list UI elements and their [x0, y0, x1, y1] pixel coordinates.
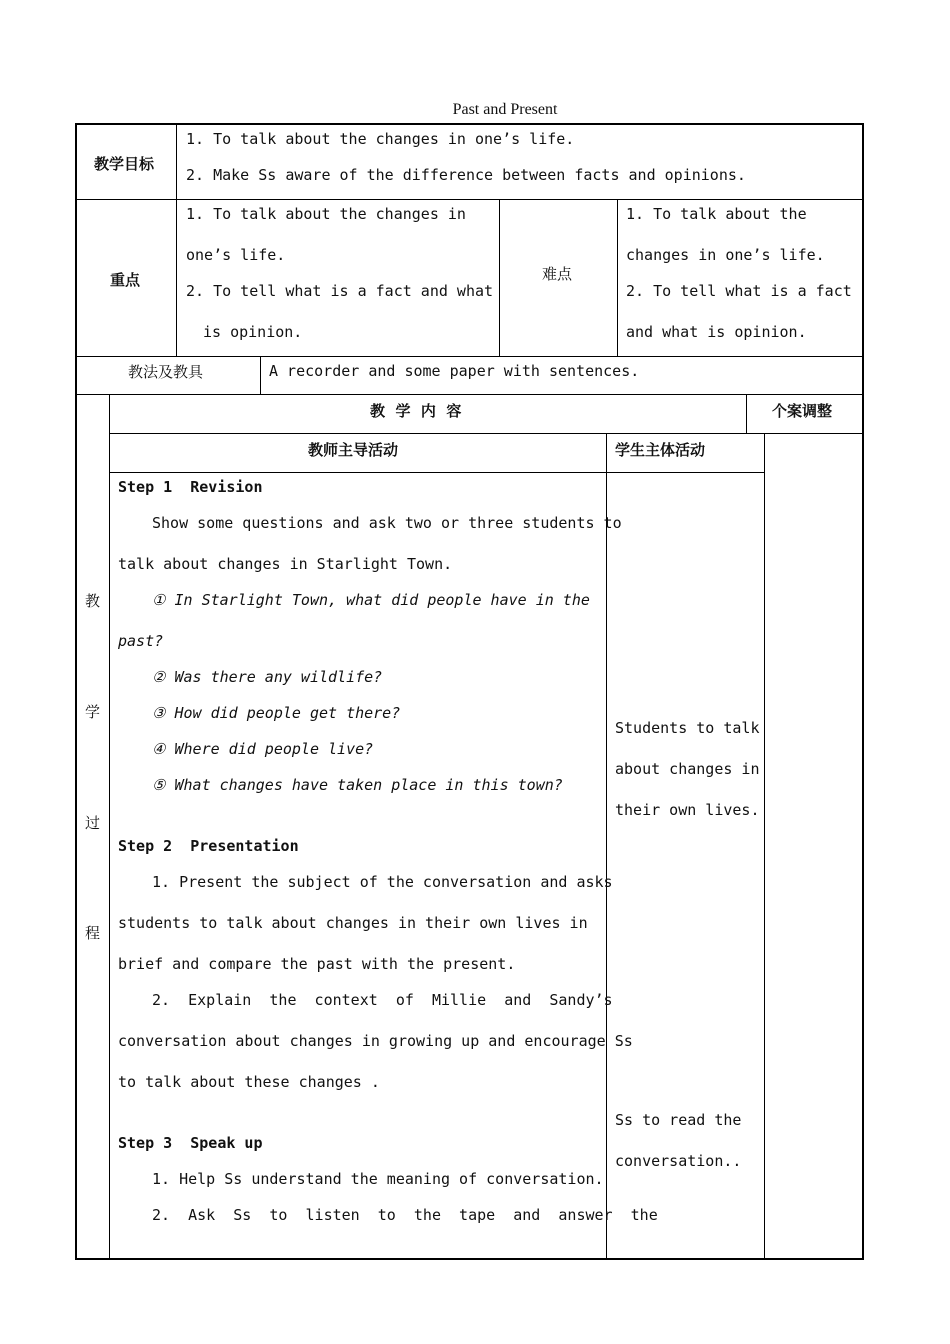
difficulty-line: changes in one’s life.	[626, 246, 825, 264]
teacher-text: to talk about these changes .	[118, 1073, 380, 1091]
difficulty-line: 2. To tell what is a fact	[626, 282, 852, 300]
teacher-text: 1. Present the subject of the conversation and asks	[152, 873, 613, 891]
col-divider	[746, 394, 747, 433]
adjust-header: 个案调整	[772, 402, 833, 420]
student-text: Ss to read the	[615, 1111, 742, 1129]
question-item: ③ How did people get there?	[152, 704, 401, 722]
process-side-char: 过	[85, 814, 101, 832]
student-text: their own lives.	[615, 801, 760, 819]
objective-item: 1. To talk about the changes in one’s life.	[186, 130, 575, 148]
teacher-text: brief and compare the past with the present.	[118, 955, 516, 973]
col-divider	[617, 199, 618, 356]
student-text: about changes in	[615, 760, 760, 778]
objective-item: 2. Make Ss aware of the difference between facts and opinions.	[186, 166, 746, 184]
key-point-line: is opinion.	[203, 323, 303, 341]
question-item: ⑤ What changes have taken place in this town?	[152, 776, 563, 794]
teacher-header: 教师主导活动	[308, 441, 399, 459]
question-item: ② Was there any wildlife?	[152, 668, 383, 686]
col-divider	[499, 199, 500, 356]
difficulty-line: 1. To talk about the	[626, 205, 807, 223]
process-side-char: 程	[85, 924, 101, 942]
col-divider	[176, 124, 177, 356]
difficulty-line: and what is opinion.	[626, 323, 807, 341]
step3-title: Step 3 Speak up	[118, 1134, 263, 1152]
objectives-label: 教学目标	[94, 155, 155, 173]
methods-label: 教法及教具	[128, 363, 204, 381]
process-side-char: 学	[85, 703, 101, 721]
row-divider	[76, 356, 863, 357]
col-divider	[260, 356, 261, 394]
teacher-text: students to talk about changes in their own lives in	[118, 914, 588, 932]
step2-title: Step 2 Presentation	[118, 837, 299, 855]
student-text: Students to talk	[615, 719, 760, 737]
key-points-label: 重点	[110, 271, 141, 289]
student-text: conversation..	[615, 1152, 742, 1170]
col-divider	[764, 433, 765, 1259]
teacher-text: conversation about changes in growing up and encourage Ss	[118, 1032, 633, 1050]
content-header: 教 学 内 容	[370, 402, 462, 420]
question-item: ① In Starlight Town, what did people have in the	[152, 591, 590, 609]
teacher-text: 1. Help Ss understand the meaning of conversation.	[152, 1170, 604, 1188]
key-point-line: one’s life.	[186, 246, 286, 264]
key-point-line: 1. To talk about the changes in	[186, 205, 466, 223]
process-side-char: 教	[85, 592, 101, 610]
difficulties-label: 难点	[542, 265, 573, 283]
teacher-text: 2. Ask Ss to listen to the tape and answer the	[152, 1206, 658, 1224]
methods-value: A recorder and some paper with sentences.	[269, 362, 640, 380]
student-header: 学生主体活动	[615, 441, 706, 459]
row-divider	[110, 433, 863, 434]
question-item: past?	[118, 632, 164, 650]
row-divider	[76, 199, 863, 200]
row-divider	[76, 394, 863, 395]
question-item: ④ Where did people live?	[152, 740, 374, 758]
step1-title: Step 1 Revision	[118, 478, 263, 496]
teacher-text: Show some questions and ask two or three students to	[152, 514, 622, 532]
teacher-text: 2. Explain the context of Millie and Sandy’s	[152, 991, 613, 1009]
teacher-text: talk about changes in Starlight Town.	[118, 555, 453, 573]
col-divider	[109, 394, 110, 1259]
row-divider	[110, 472, 764, 473]
col-divider	[606, 433, 607, 1259]
document-title: Past and Present	[452, 101, 558, 118]
key-point-line: 2. To tell what is a fact and what	[186, 282, 494, 300]
